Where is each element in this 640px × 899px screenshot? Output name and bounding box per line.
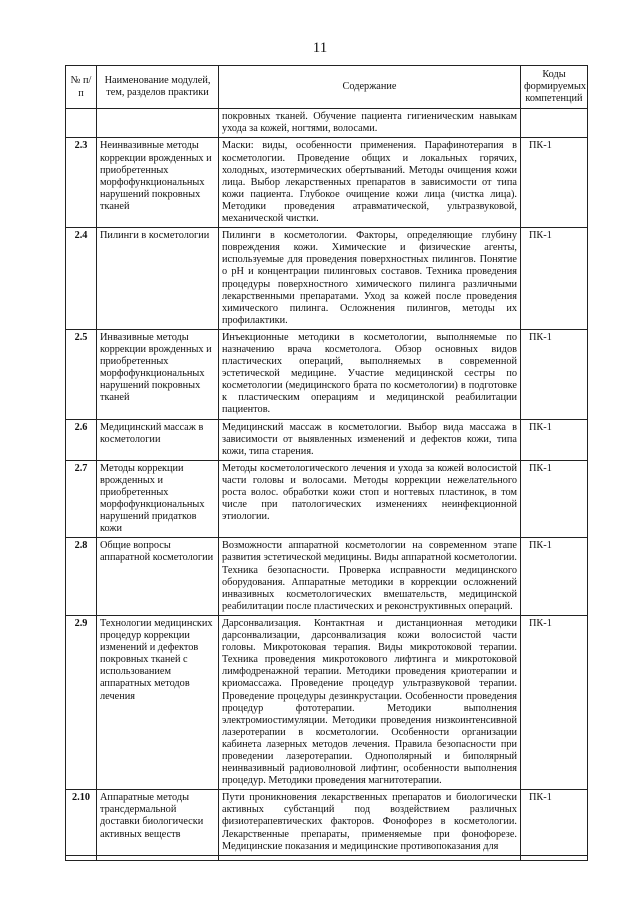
row-content: Маски: виды, особенности применения. Парафинотерапия в косметологии. Проведение общих и локальных горячих, холодных, изотермических обертываний. Методы очищения кожи лица. Выбор лекарственных препаратов в зависимости от типа кожи пациента. Глубокое очищение кожи лица (чистка лица). Методики проведения атравматической, ультразвуковой, механической чистки.: [219, 138, 521, 228]
row-content: Возможности аппаратной косметологии на современном этапе развития эстетической медицины. Виды аппаратной косметологии. Техника безопасности. Проверка исправности медицинского оборудования. Аппаратные методики в коррекции осложнений инвазивных косметологических вмешательств, медицинской реабилитации после пластических и реконструктивных операций.: [219, 538, 521, 616]
row-name: [97, 855, 219, 860]
row-num: 2.9: [66, 615, 97, 789]
table-row: [66, 460, 588, 538]
row-num: 2.5: [66, 329, 97, 419]
row-code: ПК-1: [521, 138, 588, 228]
row-name: Медицинский массаж в косметологии: [97, 419, 219, 460]
table-header-row: [66, 66, 588, 109]
row-num: 2.8: [66, 538, 97, 616]
table-row: [66, 109, 588, 138]
row-name: Методы коррекции врожденных и приобретенных морфофункциональных нарушений придатков кожи: [97, 460, 219, 538]
practice-table: [65, 65, 588, 861]
row-code: ПК-1: [521, 790, 588, 855]
row-content: Методы косметологического лечения и ухода за кожей волосистой части головы и волосами. Методы коррекции нежелательного роста волос. обработки кожи стоп и ногтевых пластинок, в том числе при патологических изменениях неинфекционной этиологии.: [219, 460, 521, 538]
row-name: Общие вопросы аппаратной косметологии: [97, 538, 219, 616]
row-num: 2.6: [66, 419, 97, 460]
header-content: Содержание: [219, 66, 521, 109]
row-name: Инвазивные методы коррекции врожденных и приобретенных морфофункциональных нарушений покровных тканей: [97, 329, 219, 419]
table-row: [66, 138, 588, 228]
row-content: Дарсонвализация. Контактная и дистанционная методики дарсонвализации, дарсонвализация кожи волосистой части головы. Микротоковая терапия. Виды микротоковой терапии. Техника проведения микротокового лифтинга и микротоковой лимфодренажной терапии. Методики проведения криотерапии и криомассажа. Проведение процедур ультразвуковой терапии. Проведение процедуры дезинкрустации. Особенности проведения процедур фототерапии. Методики выполнения электромиостимуляции. Методики проведения низкоинтенсивной лазеротерапии в косметологии. Особенности организации кабинета лазерных методов лечения. Правила безопасности при проведении лазеротерапии. Однополярный и биполярный неинвазивный радиоволновой лифтинг, особенности выполнения процедур. Методики проведения магнитотерапии.: [219, 615, 521, 789]
row-num: 2.3: [66, 138, 97, 228]
row-name: [97, 109, 219, 138]
row-name: Пилинги в косметологии: [97, 228, 219, 330]
row-code: ПК-1: [521, 228, 588, 330]
table-row: [66, 615, 588, 789]
row-num: [66, 855, 97, 860]
row-num: 2.4: [66, 228, 97, 330]
row-content: Медицинский массаж в косметологии. Выбор вида массажа в зависимости от выявленных изменений и дефектов кожи, типа кожи, типа старения.: [219, 419, 521, 460]
row-content: [219, 855, 521, 860]
header-num: № п/п: [66, 66, 97, 109]
row-code: ПК-1: [521, 538, 588, 616]
row-name: Технологии медицинских процедур коррекции изменений и дефектов покровных тканей с использованием аппаратных методов лечения: [97, 615, 219, 789]
row-code: ПК-1: [521, 460, 588, 538]
row-content: Пути проникновения лекарственных препаратов и биологически активных субстанций под воздействием различных физиотерапевтических факторов. Фонофорез в косметологии. Лекарственные препараты, применяемые при фонофорезе. Медицинские показания и медицинские противопоказания для: [219, 790, 521, 855]
table-row: [66, 419, 588, 460]
row-code: ПК-1: [521, 419, 588, 460]
row-content: покровных тканей. Обучение пациента гигиеническим навыкам ухода за кожей, ногтями, волосами.: [219, 109, 521, 138]
row-code: ПК-1: [521, 329, 588, 419]
row-num: [66, 109, 97, 138]
header-codes: Коды формируемых компетенций: [521, 66, 588, 109]
row-name: Аппаратные методы трансдермальной доставки биологически активных веществ: [97, 790, 219, 855]
row-num: 2.7: [66, 460, 97, 538]
row-name: Неинвазивные методы коррекции врожденных и приобретенных морфофункциональных нарушений покровных тканей: [97, 138, 219, 228]
row-content: Инъекционные методики в косметологии, выполняемые по назначению врача косметолога. Обзор основных видов пластических операций, выполняемых в современной эстетической медицине. Участие медицинской сестры по косметологии (медицинского брата по косметологии) в подготовке к пластическим операциям и медицинской реабилитации пациентов.: [219, 329, 521, 419]
table-row: [66, 538, 588, 616]
table-row: [66, 228, 588, 330]
header-name: Наименование модулей, тем, разделов практики: [97, 66, 219, 109]
row-num: 2.10: [66, 790, 97, 855]
table-row: [66, 855, 588, 860]
row-code: ПК-1: [521, 615, 588, 789]
row-content: Пилинги в косметологии. Факторы, определяющие глубину повреждения кожи. Химические и физические агенты, используемые для проведения поверхностных пилингов. Понятие о pH и концентрации пилинговых составов. Техника проведения процедуры поверхностного химического пилинга различными лекарственными препаратами. Уход за кожей после проведения химического пилинга. Осложнения пилингов, методы их профилактики.: [219, 228, 521, 330]
table-row: [66, 329, 588, 419]
row-code: [521, 855, 588, 860]
table-row: [66, 790, 588, 855]
page-number: 11: [312, 40, 328, 56]
row-code: [521, 109, 588, 138]
